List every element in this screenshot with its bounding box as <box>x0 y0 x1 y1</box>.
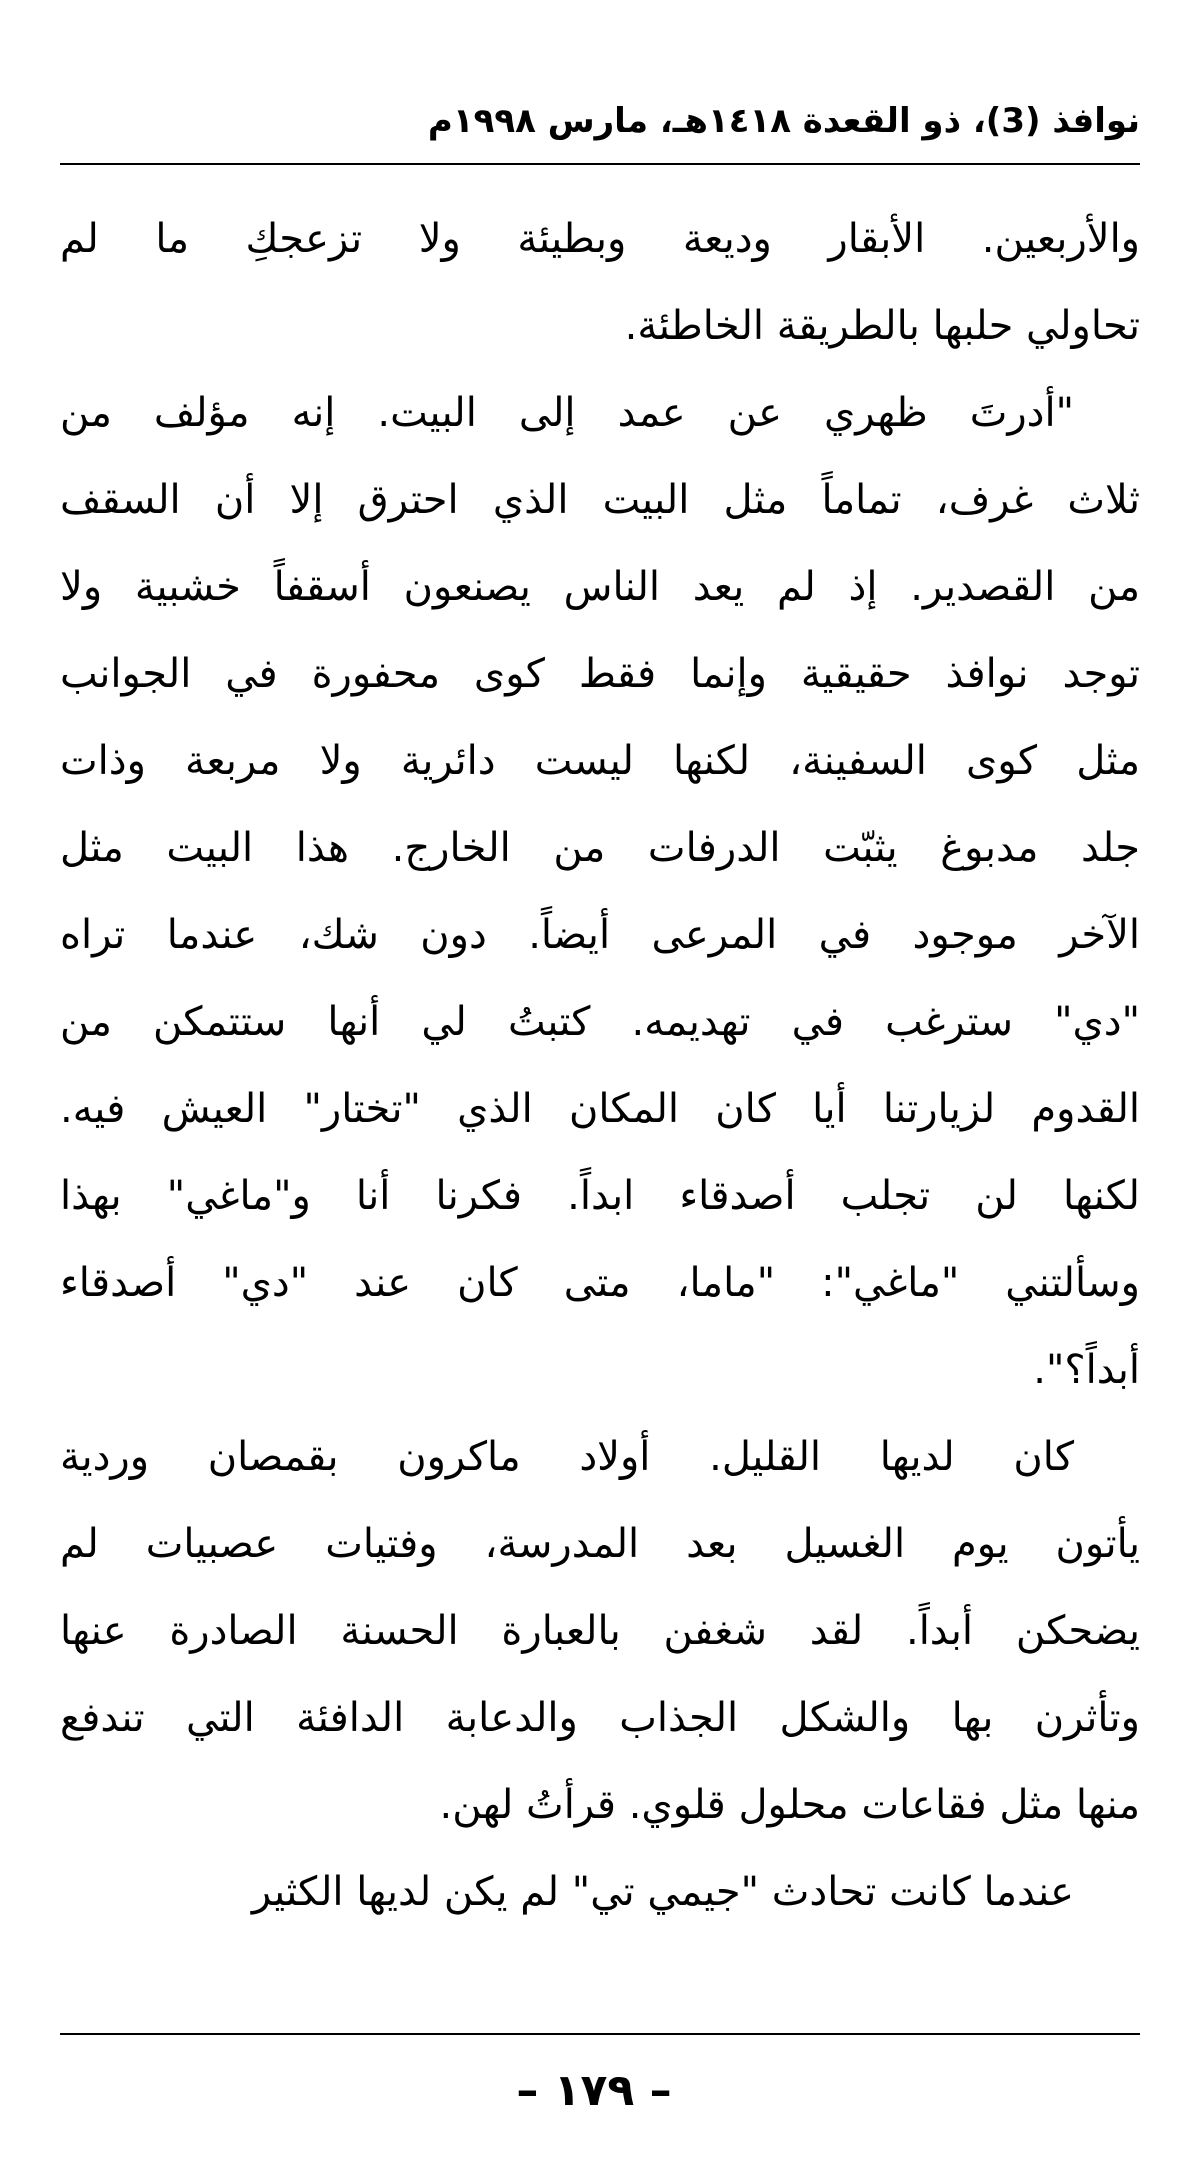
text-line: لكنها لن تجلب أصدقاء ابداً. فكرنا أنا و"ماغي" بهذا <box>60 1173 1140 1219</box>
body-text <box>60 196 1140 1936</box>
text-line: "دي" سترغب في تهديمه. كتبتُ لي أنها ستتمكن من <box>60 999 1140 1045</box>
text-line: جلد مدبوغ يثبّت الدرفات من الخارج. هذا البيت مثل <box>60 825 1140 871</box>
text-line: منها مثل فقاعات محلول قلوي. قرأتُ لهن. <box>439 1782 1140 1828</box>
text-line: عندما كانت تحادث "جيمي تي" لم يكن لديها الكثير <box>251 1869 1074 1915</box>
text-line: ثلاث غرف، تماماً مثل البيت الذي احترق إلا أن السقف <box>60 477 1140 523</box>
page-number: – ١٧٩ – <box>516 2065 672 2116</box>
text-line: مثل كوى السفينة، لكنها ليست دائرية ولا مربعة وذات <box>60 738 1140 784</box>
text-line: كان لديها القليل. أولاد ماكرون بقمصان وردية <box>60 1434 1074 1480</box>
text-line: "أدرتَ ظهري عن عمد إلى البيت. إنه مؤلف من <box>60 390 1074 436</box>
running-header: نوافذ (3)، ذو القعدة ١٤١٨هـ، مارس ١٩٩٨م <box>427 101 1140 141</box>
text-line: وسألتني "ماغي": "ماما، متى كان عند "دي" أصدقاء <box>60 1260 1140 1306</box>
text-line: والأربعين. الأبقار وديعة وبطيئة ولا تزعجكِ ما لم <box>60 216 1140 262</box>
text-line: أبداً؟". <box>1033 1347 1140 1393</box>
text-line: وتأثرن بها والشكل الجذاب والدعابة الدافئة التي تندفع <box>60 1695 1140 1741</box>
text-line: تحاولي حلبها بالطريقة الخاطئة. <box>624 303 1140 349</box>
text-line: القدوم لزيارتنا أيا كان المكان الذي "تختار" العيش فيه. <box>60 1086 1140 1132</box>
text-line: الآخر موجود في المرعى أيضاً. دون شك، عندما تراه <box>60 912 1140 958</box>
text-line: يأتون يوم الغسيل بعد المدرسة، وفتيات عصبيات لم <box>60 1521 1140 1567</box>
text-line: يضحكن أبداً. لقد شغفن بالعبارة الحسنة الصادرة عنها <box>60 1608 1140 1654</box>
footer-rule <box>60 2033 1140 2035</box>
text-line: توجد نوافذ حقيقية وإنما فقط كوى محفورة في الجوانب <box>60 651 1140 697</box>
header-rule <box>60 163 1140 165</box>
text-line: من القصدير. إذ لم يعد الناس يصنعون أسقفاً خشبية ولا <box>60 564 1140 610</box>
